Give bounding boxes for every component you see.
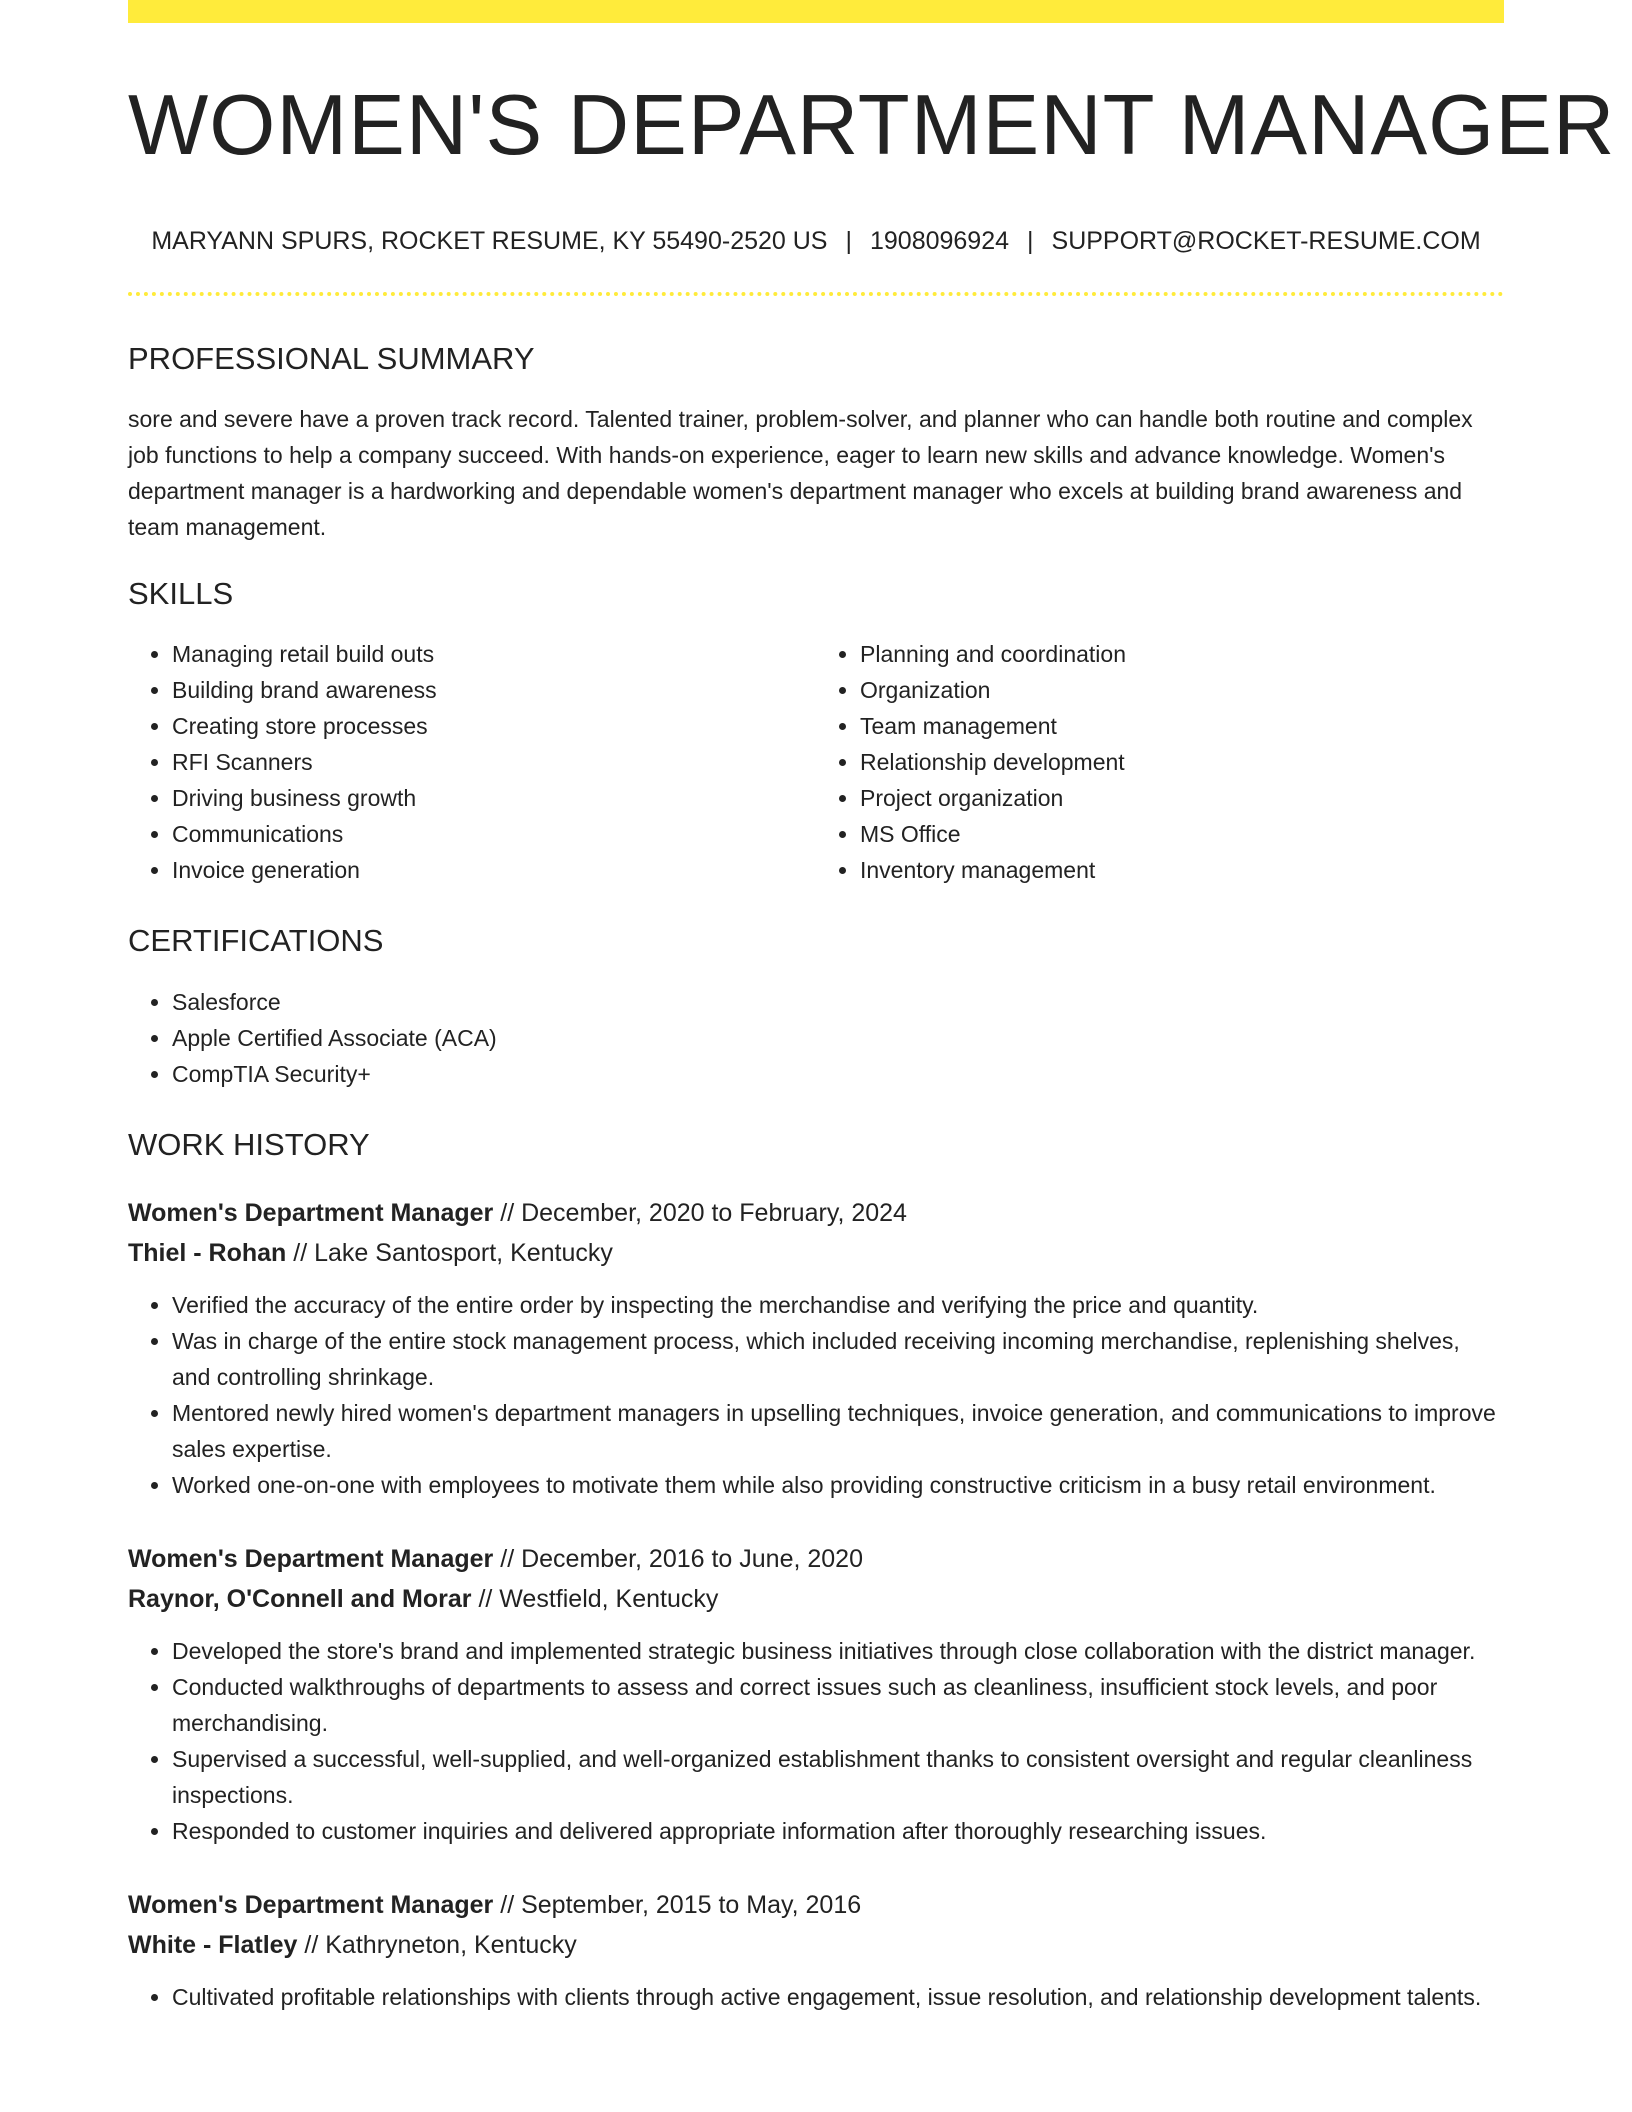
- summary-heading: PROFESSIONAL SUMMARY: [128, 341, 535, 376]
- job-title: Women's Department Manager: [128, 1544, 494, 1573]
- job-company-line: [128, 1579, 1504, 1619]
- job-bullets: [128, 1633, 1504, 1849]
- skill-item: • Invoice generation: [172, 852, 816, 888]
- job-company: White - Flatley: [128, 1930, 298, 1959]
- accent-top-bar: [128, 0, 1504, 23]
- certification-item: • Apple Certified Associate (ACA): [172, 1020, 1504, 1056]
- skills-right-column: [816, 636, 1504, 888]
- skill-item: • Inventory management: [860, 852, 1504, 888]
- job-title: Women's Department Manager: [128, 1198, 494, 1227]
- job-bullets: [128, 1979, 1504, 2015]
- job-dates: // September, 2015 to May, 2016: [500, 1890, 862, 1919]
- certification-item: • Salesforce: [172, 984, 1504, 1020]
- work-history-heading: WORK HISTORY: [128, 1126, 370, 1162]
- job-entry: [128, 1193, 1504, 1503]
- job-company: Raynor, O'Connell and Morar: [128, 1584, 472, 1613]
- job-bullet: • Mentored newly hired women's department managers in upselling techniques, invoice generation, and communications to improve sales expertise.: [172, 1395, 1504, 1467]
- contact-separator: |: [1027, 227, 1034, 255]
- skill-item: • Planning and coordination: [860, 636, 1504, 672]
- job-title-line: [128, 1193, 1504, 1233]
- header-divider: [128, 292, 1504, 296]
- job-title-line: [128, 1885, 1504, 1925]
- skill-item: • Driving business growth: [172, 780, 816, 816]
- contact-address: MARYANN SPURS, ROCKET RESUME, KY 55490-2520 US: [151, 227, 828, 255]
- contact-separator: |: [845, 227, 852, 255]
- job-entry: [128, 1885, 1504, 2015]
- job-bullet: • Conducted walkthroughs of departments to assess and correct issues such as cleanliness, insufficient stock levels, and poor merchandising.: [172, 1669, 1504, 1741]
- job-location: // Westfield, Kentucky: [478, 1584, 719, 1613]
- job-company-line: [128, 1233, 1504, 1273]
- job-company: Thiel - Rohan: [128, 1238, 287, 1267]
- resume-page: [128, 0, 1616, 2015]
- skill-item: • Communications: [172, 816, 816, 852]
- certification-item: • CompTIA Security+: [172, 1056, 1504, 1092]
- contact-phone: 1908096924: [869, 227, 1010, 255]
- job-dates: // December, 2020 to February, 2024: [500, 1198, 907, 1227]
- skills-grid: [128, 636, 1504, 888]
- contact-line: [128, 226, 1504, 256]
- summary-text: sore and severe have a proven track record. Talented trainer, problem-solver, and planner who can handle both routine and complex job functions to help a company succeed. With hands-on experience, eager to learn new skills and advance knowledge. Women's department manager is a hardworking and dependable women's department manager who excels at building brand awareness and team management.: [128, 406, 1473, 541]
- certifications-list: [128, 984, 1504, 1092]
- job-bullet: • Responded to customer inquiries and delivered appropriate information after thoroughly researching issues.: [172, 1813, 1504, 1849]
- skill-item: • MS Office: [860, 816, 1504, 852]
- skill-item: • RFI Scanners: [172, 744, 816, 780]
- skill-item: • Project organization: [860, 780, 1504, 816]
- certifications-heading: CERTIFICATIONS: [128, 923, 384, 959]
- skill-item: • Relationship development: [860, 744, 1504, 780]
- job-bullet: • Verified the accuracy of the entire order by inspecting the merchandise and verifying the price and quantity.: [172, 1287, 1504, 1323]
- skill-item: • Organization: [860, 672, 1504, 708]
- job-title-line: [128, 1539, 1504, 1579]
- job-bullet: • Supervised a successful, well-supplied, and well-organized establishment thanks to consistent oversight and regular cleanliness inspections.: [172, 1741, 1504, 1813]
- job-entry: [128, 1539, 1504, 1849]
- contact-email[interactable]: SUPPORT@ROCKET-RESUME.COM: [1051, 227, 1481, 255]
- skill-item: • Managing retail build outs: [172, 636, 816, 672]
- job-bullet: • Developed the store's brand and implemented strategic business initiatives through close collaboration with the district manager.: [172, 1633, 1504, 1669]
- job-location: // Kathryneton, Kentucky: [304, 1930, 577, 1959]
- skill-item: • Building brand awareness: [172, 672, 816, 708]
- job-company-line: [128, 1925, 1504, 1965]
- skills-left-column: [128, 636, 816, 888]
- job-dates: // December, 2016 to June, 2020: [500, 1544, 863, 1573]
- job-bullet: • Worked one-on-one with employees to motivate them while also providing constructive criticism in a busy retail environment.: [172, 1467, 1504, 1503]
- job-bullet: • Cultivated profitable relationships with clients through active engagement, issue resolution, and relationship development talents.: [172, 1979, 1504, 2015]
- job-title: Women's Department Manager: [128, 1890, 494, 1919]
- skill-item: • Team management: [860, 708, 1504, 744]
- skills-heading: SKILLS: [128, 576, 234, 612]
- job-bullet: • Was in charge of the entire stock management process, which included receiving incoming merchandise, replenishing shelves, and controlling shrinkage.: [172, 1323, 1504, 1395]
- resume-title: WOMEN'S DEPARTMENT MANAGER: [128, 78, 1616, 173]
- skill-item: • Creating store processes: [172, 708, 816, 744]
- job-location: // Lake Santosport, Kentucky: [293, 1238, 613, 1267]
- job-bullets: [128, 1287, 1504, 1503]
